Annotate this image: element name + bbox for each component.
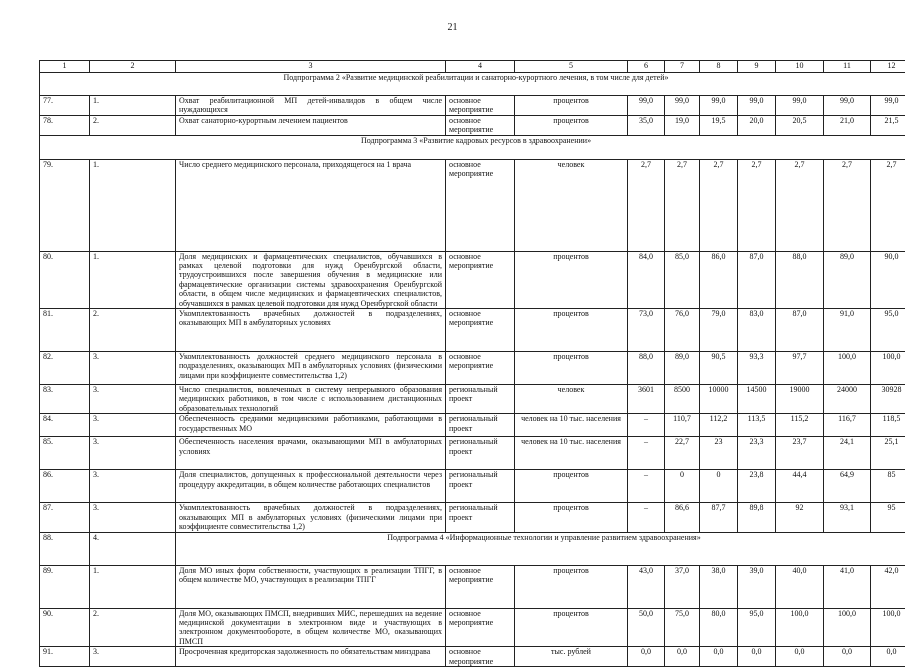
value-cell: 80,0 <box>700 608 738 647</box>
table-row <box>40 96 905 116</box>
row-number: 82. <box>40 352 90 385</box>
table-row <box>40 309 905 352</box>
indicator-name: Доля МО иных форм собственности, участвующих в реализации ТПГГ, в общем количестве МО, участвующих в реализации ТПГГ <box>176 565 446 608</box>
value-cell: 2,7 <box>700 159 738 251</box>
value-cell: 75,0 <box>665 608 700 647</box>
row-sub-number: 1. <box>90 565 176 608</box>
value-cell: 10000 <box>700 385 738 414</box>
value-cell: 73,0 <box>628 309 665 352</box>
value-cell: 79,0 <box>700 309 738 352</box>
value-cell: 19,5 <box>700 115 738 135</box>
indicator-type: основное мероприятие <box>446 647 515 667</box>
table-row <box>40 159 905 251</box>
value-cell: 19,0 <box>665 115 700 135</box>
row-sub-number: 1. <box>90 96 176 116</box>
value-cell: 20,5 <box>776 115 824 135</box>
value-cell: 23,8 <box>738 470 776 503</box>
indicator-name: Доля специалистов, допущенных к профессиональной деятельности через процедуру аккредитации, в общем количестве работающих специалистов <box>176 470 446 503</box>
value-cell: 35,0 <box>628 115 665 135</box>
indicator-type: основное мероприятие <box>446 352 515 385</box>
value-cell: 2,7 <box>628 159 665 251</box>
table-row <box>40 414 905 437</box>
column-number-header: 4 <box>446 61 515 73</box>
value-cell: 99,0 <box>824 96 871 116</box>
table-row <box>40 115 905 135</box>
row-sub-number: 3. <box>90 470 176 503</box>
unit-of-measure: человек <box>515 385 628 414</box>
value-cell: 42,0 <box>871 565 905 608</box>
row-sub-number: 1. <box>90 251 176 308</box>
value-cell: – <box>628 503 665 532</box>
value-cell: 116,7 <box>824 414 871 437</box>
value-cell: 21,0 <box>824 115 871 135</box>
indicator-name: Обеспеченность средними медицинскими работниками, работающими в государственных МО <box>176 414 446 437</box>
page-number: 21 <box>0 22 905 33</box>
indicator-type: основное мероприятие <box>446 159 515 251</box>
value-cell: 20,0 <box>738 115 776 135</box>
row-number: 84. <box>40 414 90 437</box>
value-cell: 76,0 <box>665 309 700 352</box>
table-row <box>40 385 905 414</box>
table-body <box>40 61 905 667</box>
row-sub-number: 3. <box>90 385 176 414</box>
row-sub-number: 1. <box>90 159 176 251</box>
section-row <box>40 135 905 159</box>
value-cell: 95,0 <box>738 608 776 647</box>
value-cell: 2,7 <box>738 159 776 251</box>
value-cell: 87,0 <box>738 251 776 308</box>
value-cell: 88,0 <box>628 352 665 385</box>
value-cell: 92 <box>776 503 824 532</box>
value-cell: 85 <box>871 470 905 503</box>
value-cell: 50,0 <box>628 608 665 647</box>
value-cell: 23 <box>700 437 738 470</box>
value-cell: 0,0 <box>871 647 905 667</box>
value-cell: 0,0 <box>738 647 776 667</box>
header-row <box>40 61 905 73</box>
column-number-header: 2 <box>90 61 176 73</box>
unit-of-measure: человек на 10 тыс. населения <box>515 414 628 437</box>
indicator-type: основное мероприятие <box>446 309 515 352</box>
indicator-name: Охват санаторно-курортным лечением пациентов <box>176 115 446 135</box>
value-cell: – <box>628 470 665 503</box>
value-cell: 8500 <box>665 385 700 414</box>
value-cell: 39,0 <box>738 565 776 608</box>
unit-of-measure: человек <box>515 159 628 251</box>
value-cell: 38,0 <box>700 565 738 608</box>
row-number: 86. <box>40 470 90 503</box>
row-sub-number: 3. <box>90 352 176 385</box>
indicator-name: Укомплектованность врачебных должностей в подразделениях, оказывающих МП в амбулаторных условиях (физическими лицами при коэффициенте совместительства 1,2) <box>176 503 446 532</box>
unit-of-measure: процентов <box>515 352 628 385</box>
table-row <box>40 437 905 470</box>
unit-of-measure: процентов <box>515 96 628 116</box>
row-number: 87. <box>40 503 90 532</box>
value-cell: 90,0 <box>871 251 905 308</box>
value-cell: – <box>628 414 665 437</box>
row-number: 78. <box>40 115 90 135</box>
value-cell: 0,0 <box>628 647 665 667</box>
row-sub-number: 3. <box>90 503 176 532</box>
unit-of-measure: процентов <box>515 470 628 503</box>
table-row <box>40 251 905 308</box>
table-row <box>40 503 905 532</box>
indicator-type: основное мероприятие <box>446 251 515 308</box>
value-cell: 0,0 <box>824 647 871 667</box>
column-number-header: 1 <box>40 61 90 73</box>
unit-of-measure: процентов <box>515 503 628 532</box>
indicator-name: Просроченная кредиторская задолженность по обязательствам минздрава <box>176 647 446 667</box>
unit-of-measure: процентов <box>515 309 628 352</box>
value-cell: 89,0 <box>824 251 871 308</box>
section-title: Подпрограмма 4 «Информационные технологии и управление развитием здравоохранения» <box>176 532 905 565</box>
row-number: 81. <box>40 309 90 352</box>
table-row <box>40 647 905 667</box>
value-cell: 0,0 <box>776 647 824 667</box>
value-cell: 2,7 <box>776 159 824 251</box>
value-cell: 64,9 <box>824 470 871 503</box>
row-sub-number: 3. <box>90 414 176 437</box>
indicator-name: Доля МО, оказывающих ПМСП, внедривших МИС, перешедших на ведение медицинской документации в электронном виде и участвующих в электронном документообороте, в общем количестве МО, оказывающих ПМСП <box>176 608 446 647</box>
indicator-name: Обеспеченность населения врачами, оказывающими МП в амбулаторных условиях <box>176 437 446 470</box>
value-cell: 43,0 <box>628 565 665 608</box>
indicator-type: основное мероприятие <box>446 565 515 608</box>
indicator-name: Число среднего медицинского персонала, приходящегося на 1 врача <box>176 159 446 251</box>
unit-of-measure: процентов <box>515 115 628 135</box>
value-cell: 93,1 <box>824 503 871 532</box>
section-row <box>40 73 905 96</box>
value-cell: 24,1 <box>824 437 871 470</box>
row-sub-number: 2. <box>90 115 176 135</box>
value-cell: 100,0 <box>871 352 905 385</box>
value-cell: 99,0 <box>871 96 905 116</box>
value-cell: 3601 <box>628 385 665 414</box>
value-cell: 21,5 <box>871 115 905 135</box>
row-number: 83. <box>40 385 90 414</box>
value-cell: 0,0 <box>700 647 738 667</box>
indicator-type: региональный проект <box>446 385 515 414</box>
indicator-type: основное мероприятие <box>446 608 515 647</box>
value-cell: 99,0 <box>738 96 776 116</box>
indicator-name: Охват реабилитационной МП детей-инвалидов в общем числе нуждающихся <box>176 96 446 116</box>
value-cell: 99,0 <box>776 96 824 116</box>
indicator-type: региональный проект <box>446 414 515 437</box>
value-cell: 91,0 <box>824 309 871 352</box>
indicator-type: основное мероприятие <box>446 96 515 116</box>
value-cell: 85,0 <box>665 251 700 308</box>
column-number-header: 3 <box>176 61 446 73</box>
indicator-type: региональный проект <box>446 503 515 532</box>
table-row <box>40 608 905 647</box>
unit-of-measure: процентов <box>515 608 628 647</box>
row-number: 88. <box>40 532 90 565</box>
value-cell: 23,3 <box>738 437 776 470</box>
table-row <box>40 352 905 385</box>
value-cell: 30928 <box>871 385 905 414</box>
value-cell: 93,3 <box>738 352 776 385</box>
row-sub-number: 3. <box>90 647 176 667</box>
column-number-header: 8 <box>700 61 738 73</box>
value-cell: 110,7 <box>665 414 700 437</box>
column-number-header: 12 <box>871 61 905 73</box>
value-cell: 22,7 <box>665 437 700 470</box>
value-cell: 100,0 <box>824 608 871 647</box>
value-cell: 40,0 <box>776 565 824 608</box>
row-number: 80. <box>40 251 90 308</box>
column-number-header: 5 <box>515 61 628 73</box>
row-sub-number: 3. <box>90 437 176 470</box>
table-row <box>40 565 905 608</box>
value-cell: 24000 <box>824 385 871 414</box>
indicator-type: региональный проект <box>446 437 515 470</box>
value-cell: 99,0 <box>628 96 665 116</box>
value-cell: 118,5 <box>871 414 905 437</box>
value-cell: 37,0 <box>665 565 700 608</box>
value-cell: 23,7 <box>776 437 824 470</box>
row-sub-number: 4. <box>90 532 176 565</box>
value-cell: 100,0 <box>824 352 871 385</box>
value-cell: 97,7 <box>776 352 824 385</box>
value-cell: 86,0 <box>700 251 738 308</box>
value-cell: 2,7 <box>824 159 871 251</box>
row-sub-number: 2. <box>90 309 176 352</box>
value-cell: 99,0 <box>665 96 700 116</box>
row-number: 77. <box>40 96 90 116</box>
value-cell: 2,7 <box>665 159 700 251</box>
value-cell: 90,5 <box>700 352 738 385</box>
column-number-header: 7 <box>665 61 700 73</box>
value-cell: 19000 <box>776 385 824 414</box>
row-number: 85. <box>40 437 90 470</box>
value-cell: 25,1 <box>871 437 905 470</box>
value-cell: – <box>628 437 665 470</box>
column-number-header: 11 <box>824 61 871 73</box>
indicator-name: Доля медицинских и фармацевтических специалистов, обучавшихся в рамках целевой подготовки для нужд Оренбургской области, трудоустроившихся после завершения обучения в медицинские или фармацевтические организации системы здравоохранения Оренбургской области, в общем числе медицинских и фармацевтических специалистов, обучавшихся в рамках целевой подготовки для нужд Оренбургской области <box>176 251 446 308</box>
indicator-name: Число специалистов, вовлеченных в систему непрерывного образования медицинских работников, в том числе с использованием дистанционных образовательных технологий <box>176 385 446 414</box>
column-number-header: 10 <box>776 61 824 73</box>
table-row <box>40 470 905 503</box>
column-number-header: 9 <box>738 61 776 73</box>
section-title: Подпрограмма 2 «Развитие медицинской реабилитации и санаторно-курортного лечения, в том числе для детей» <box>40 73 905 96</box>
value-cell: 2,7 <box>871 159 905 251</box>
indicator-type: региональный проект <box>446 470 515 503</box>
row-number: 90. <box>40 608 90 647</box>
row-number: 79. <box>40 159 90 251</box>
indicator-name: Укомплектованность должностей среднего медицинского персонала в подразделениях, оказывающих МП в амбулаторных условиях (физическими лицами при коэффициенте совместительства 1,2) <box>176 352 446 385</box>
unit-of-measure: процентов <box>515 565 628 608</box>
value-cell: 99,0 <box>700 96 738 116</box>
value-cell: 0 <box>665 470 700 503</box>
value-cell: 87,7 <box>700 503 738 532</box>
value-cell: 89,0 <box>665 352 700 385</box>
unit-of-measure: процентов <box>515 251 628 308</box>
unit-of-measure: человек на 10 тыс. населения <box>515 437 628 470</box>
row-number: 89. <box>40 565 90 608</box>
indicator-type: основное мероприятие <box>446 115 515 135</box>
value-cell: 95 <box>871 503 905 532</box>
value-cell: 95,0 <box>871 309 905 352</box>
row-sub-number: 2. <box>90 608 176 647</box>
value-cell: 86,6 <box>665 503 700 532</box>
value-cell: 112,2 <box>700 414 738 437</box>
value-cell: 87,0 <box>776 309 824 352</box>
value-cell: 113,5 <box>738 414 776 437</box>
value-cell: 41,0 <box>824 565 871 608</box>
value-cell: 89,8 <box>738 503 776 532</box>
value-cell: 115,2 <box>776 414 824 437</box>
value-cell: 84,0 <box>628 251 665 308</box>
value-cell: 100,0 <box>776 608 824 647</box>
value-cell: 44,4 <box>776 470 824 503</box>
value-cell: 14500 <box>738 385 776 414</box>
section-row <box>40 532 905 565</box>
column-number-header: 6 <box>628 61 665 73</box>
value-cell: 100,0 <box>871 608 905 647</box>
value-cell: 0,0 <box>665 647 700 667</box>
value-cell: 88,0 <box>776 251 824 308</box>
section-title: Подпрограмма 3 «Развитие кадровых ресурсов в здравоохранении» <box>40 135 905 159</box>
value-cell: 83,0 <box>738 309 776 352</box>
value-cell: 0 <box>700 470 738 503</box>
unit-of-measure: тыс. рублей <box>515 647 628 667</box>
row-number: 91. <box>40 647 90 667</box>
indicators-table <box>39 60 905 667</box>
indicator-name: Укомплектованность врачебных должностей в подразделениях, оказывающих МП в амбулаторных условиях <box>176 309 446 352</box>
